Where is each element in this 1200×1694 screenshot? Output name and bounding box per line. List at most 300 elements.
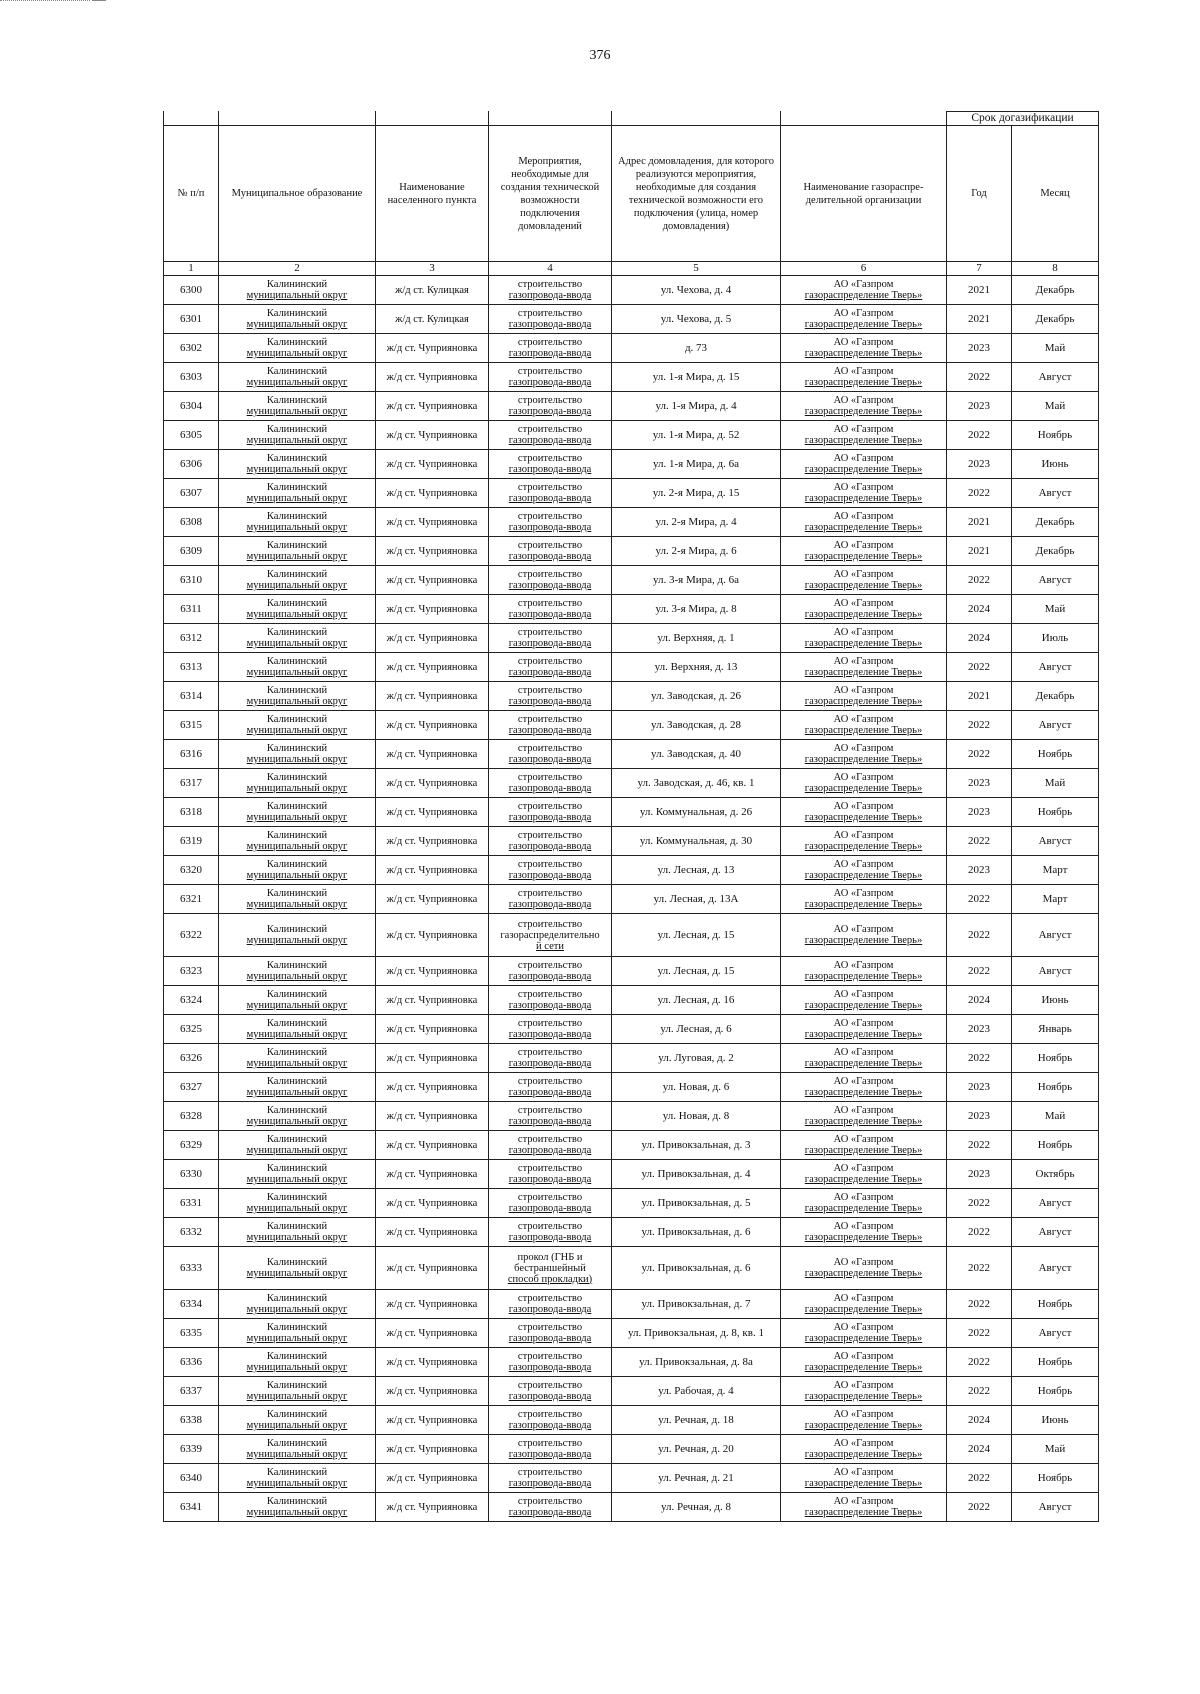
cell-measure-line: газопровода-ввода [508,551,592,562]
header-year: Год [947,126,1012,262]
cell-settlement: ж/д ст. Чуприяновка [376,827,489,856]
cell-settlement: ж/д ст. Чуприяновка [376,1435,489,1464]
cell-municipality-line: муниципальный округ [246,638,348,649]
cell-municipality-line: муниципальный округ [246,1362,348,1373]
cell-measure-line: газораспределительно [500,929,600,941]
cell-month: Август [1012,1493,1099,1522]
cell-gas-org-line: АО «Газпром [833,1134,894,1145]
cell-no: 6304 [164,392,219,421]
cell-no: 6303 [164,363,219,392]
cell-measure-line: строительство [517,1076,583,1087]
cell-municipality-line: Калининский [266,598,328,609]
cell-measure [489,1348,612,1377]
cell-gas-org [781,682,947,711]
cell-measure [489,537,612,566]
table-row [164,885,1099,914]
cell-municipality [219,1464,376,1493]
table-row [164,769,1099,798]
cell-no: 6331 [164,1189,219,1218]
header-settlement: Наименование населенного пункта [376,126,489,262]
cell-municipality-line: Калининский [266,1380,328,1391]
cell-no: 6318 [164,798,219,827]
cell-municipality-line: муниципальный округ [246,971,348,982]
cell-municipality [219,566,376,595]
cell-municipality [219,1044,376,1073]
cell-gas-org-line: АО «Газпром [833,1380,894,1391]
cell-settlement: ж/д ст. Чуприяновка [376,885,489,914]
cell-settlement: ж/д ст. Кулицкая [376,305,489,334]
cell-gas-org-line: газораспределение Тверь» [804,783,923,794]
cell-measure [489,827,612,856]
cell-measure-line: газопровода-ввода [508,1087,592,1098]
cell-measure [489,740,612,769]
cell-measure [489,624,612,653]
table-row [164,1348,1099,1377]
cell-gas-org-line: газораспределение Тверь» [804,696,923,707]
cell-gas-org [781,1290,947,1319]
cell-no: 6310 [164,566,219,595]
header-blank [489,112,612,126]
cell-gas-org-line: АО «Газпром [833,924,894,935]
cell-settlement: ж/д ст. Чуприяновка [376,653,489,682]
cell-municipality [219,914,376,957]
cell-municipality-line: Калининский [266,801,328,812]
cell-month: Август [1012,653,1099,682]
cell-gas-org-line: газораспределение Тверь» [804,1333,923,1344]
cell-year: 2024 [947,595,1012,624]
cell-no: 6313 [164,653,219,682]
column-number: 4 [489,262,612,276]
cell-municipality [219,827,376,856]
cell-year: 2022 [947,566,1012,595]
cell-measure-line: газопровода-ввода [508,464,592,475]
cell-measure-line: газопровода-ввода [508,638,592,649]
cell-measure-line: строительство [517,1134,583,1145]
cell-measure-line: газопровода-ввода [508,377,592,388]
cell-municipality-line: Калининский [266,1076,328,1087]
cell-measure-line: строительство [517,1221,583,1232]
cell-measure-line: газопровода-ввода [508,493,592,504]
cell-municipality-line: Калининский [266,1322,328,1333]
cell-measure-line: газопровода-ввода [508,1000,592,1011]
cell-measure-line: газопровода-ввода [508,1174,592,1185]
cell-measure [489,914,612,957]
cell-address: д. 73 [612,334,781,363]
cell-measure [489,885,612,914]
cell-measure-line: газопровода-ввода [508,667,592,678]
cell-settlement: ж/д ст. Чуприяновка [376,363,489,392]
cell-gas-org [781,1247,947,1290]
cell-measure [489,653,612,682]
cell-municipality-line: муниципальный округ [246,1333,348,1344]
cell-gas-org [781,1102,947,1131]
cell-measure-line: строительство [517,337,583,348]
cell-municipality-line: Калининский [266,511,328,522]
cell-municipality-line: муниципальный округ [246,1232,348,1243]
cell-address: ул. Привокзальная, д. 8, кв. 1 [612,1319,781,1348]
cell-municipality-line: Калининский [266,743,328,754]
cell-measure-line: газопровода-ввода [508,435,592,446]
cell-address: ул. Коммунальная, д. 30 [612,827,781,856]
cell-municipality-line: муниципальный округ [246,935,348,946]
cell-measure-line: газопровода-ввода [508,696,592,707]
cell-gas-org-line: газораспределение Тверь» [804,319,923,330]
cell-address: ул. Привокзальная, д. 6 [612,1218,781,1247]
cell-gas-org-line: АО «Газпром [833,569,894,580]
cell-no: 6333 [164,1247,219,1290]
cell-municipality-line: Калининский [266,1467,328,1478]
cell-settlement: ж/д ст. Чуприяновка [376,479,489,508]
cell-no: 6334 [164,1290,219,1319]
cell-measure [489,1044,612,1073]
cell-measure [489,798,612,827]
cell-gas-org-line: АО «Газпром [833,482,894,493]
column-number: 5 [612,262,781,276]
cell-measure [489,305,612,334]
cell-gas-org-line: АО «Газпром [833,1322,894,1333]
cell-municipality-line: Калининский [266,424,328,435]
cell-no: 6326 [164,1044,219,1073]
cell-gas-org [781,1464,947,1493]
column-number: 2 [219,262,376,276]
scan-edge-mark [92,0,106,1]
cell-measure-line: строительство [517,1105,583,1116]
table-row [164,1464,1099,1493]
cell-municipality-line: муниципальный округ [246,464,348,475]
cell-measure-line: газопровода-ввода [508,1232,592,1243]
cell-gas-org [781,566,947,595]
cell-measure-line: газопровода-ввода [508,1203,592,1214]
cell-municipality [219,479,376,508]
cell-municipality-line: муниципальный округ [246,899,348,910]
cell-settlement: ж/д ст. Чуприяновка [376,1044,489,1073]
cell-no: 6321 [164,885,219,914]
cell-address: ул. Привокзальная, д. 6 [612,1247,781,1290]
cell-no: 6315 [164,711,219,740]
cell-municipality [219,1493,376,1522]
cell-settlement: ж/д ст. Чуприяновка [376,711,489,740]
cell-address: ул. Речная, д. 20 [612,1435,781,1464]
cell-municipality [219,798,376,827]
cell-gas-org-line: газораспределение Тверь» [804,522,923,533]
table-row [164,363,1099,392]
cell-municipality-line: муниципальный округ [246,551,348,562]
cell-municipality [219,1189,376,1218]
table-row [164,914,1099,957]
cell-municipality-line: Калининский [266,772,328,783]
cell-address: ул. 3-я Мира, д. 8 [612,595,781,624]
cell-municipality-line: Калининский [266,395,328,406]
cell-month: Август [1012,479,1099,508]
cell-gas-org-line: АО «Газпром [833,511,894,522]
cell-address: ул. 1-я Мира, д. 15 [612,363,781,392]
cell-municipality-line: Калининский [266,1163,328,1174]
cell-year: 2022 [947,914,1012,957]
cell-gas-org-line: АО «Газпром [833,279,894,290]
cell-no: 6330 [164,1160,219,1189]
cell-measure-line: строительство [517,424,583,435]
cell-settlement: ж/д ст. Чуприяновка [376,1493,489,1522]
cell-measure [489,1247,612,1290]
cell-month: Ноябрь [1012,798,1099,827]
cell-gas-org [781,885,947,914]
cell-measure-line: строительство [517,772,583,783]
cell-municipality-line: муниципальный округ [246,1449,348,1460]
cell-gas-org-line: АО «Газпром [833,395,894,406]
cell-settlement: ж/д ст. Чуприяновка [376,1406,489,1435]
cell-municipality-line: муниципальный округ [246,783,348,794]
cell-measure-line: строительство [517,1496,583,1507]
cell-year: 2022 [947,1290,1012,1319]
cell-measure [489,1290,612,1319]
cell-measure-line: газопровода-ввода [508,348,592,359]
cell-municipality-line: муниципальный округ [246,522,348,533]
cell-gas-org [781,537,947,566]
cell-month: Май [1012,1102,1099,1131]
cell-municipality [219,1377,376,1406]
cell-gas-org [781,479,947,508]
table-row [164,653,1099,682]
cell-month: Июнь [1012,1406,1099,1435]
cell-municipality-line: Калининский [266,859,328,870]
cell-measure-line: газопровода-ввода [508,1420,592,1431]
cell-measure-line: строительство [517,598,583,609]
header-measures: Мероприятия, необходимые для создания технической возможности подключения домовладений [489,126,612,262]
cell-measure-line: газопровода-ввода [508,1029,592,1040]
cell-measure [489,508,612,537]
cell-month: Декабрь [1012,305,1099,334]
cell-municipality [219,450,376,479]
cell-gas-org [781,769,947,798]
cell-municipality-line: муниципальный округ [246,1478,348,1489]
cell-year: 2022 [947,1319,1012,1348]
cell-year: 2023 [947,1160,1012,1189]
cell-gas-org-line: газораспределение Тверь» [804,1304,923,1315]
cell-year: 2024 [947,1406,1012,1435]
cell-gas-org-line: газораспределение Тверь» [804,435,923,446]
cell-municipality-line: Калининский [266,279,328,290]
cell-municipality-line: муниципальный округ [246,1000,348,1011]
cell-municipality [219,711,376,740]
table-row [164,1406,1099,1435]
cell-month: Июнь [1012,450,1099,479]
cell-municipality-line: Калининский [266,1438,328,1449]
cell-measure-line: газопровода-ввода [508,754,592,765]
cell-gas-org-line: АО «Газпром [833,714,894,725]
table-row [164,624,1099,653]
cell-settlement: ж/д ст. Чуприяновка [376,537,489,566]
cell-month: Ноябрь [1012,740,1099,769]
cell-gas-org [781,1160,947,1189]
cell-year: 2022 [947,1218,1012,1247]
cell-address: ул. 1-я Мира, д. 4 [612,392,781,421]
cell-municipality-line: муниципальный округ [246,667,348,678]
header-address: Адрес домовладения, для которого реализуются мероприятия, необходимые для создания технической возможности его подключения (улица, номер домовладения) [612,126,781,262]
table-row [164,682,1099,711]
cell-municipality-line: Калининский [266,989,328,1000]
cell-month: Август [1012,566,1099,595]
cell-month: Август [1012,914,1099,957]
cell-municipality-line: муниципальный округ [246,841,348,852]
cell-gas-org-line: АО «Газпром [833,888,894,899]
cell-measure-line: строительство [517,859,583,870]
cell-gas-org-line: газораспределение Тверь» [804,638,923,649]
cell-no: 6301 [164,305,219,334]
cell-gas-org [781,653,947,682]
cell-measure [489,986,612,1015]
cell-measure-line: строительство [517,685,583,696]
cell-gas-org-line: газораспределение Тверь» [804,493,923,504]
cell-address: ул. Заводская, д. 26 [612,682,781,711]
cell-measure-line: газопровода-ввода [508,971,592,982]
cell-no: 6336 [164,1348,219,1377]
cell-month: Декабрь [1012,537,1099,566]
cell-address: ул. Лесная, д. 15 [612,914,781,957]
cell-month: Декабрь [1012,508,1099,537]
cell-no: 6317 [164,769,219,798]
table-row [164,1493,1099,1522]
cell-municipality-line: Калининский [266,1018,328,1029]
cell-gas-org-line: газораспределение Тверь» [804,406,923,417]
cell-gas-org [781,1044,947,1073]
cell-measure-line: газопровода-ввода [508,522,592,533]
cell-gas-org [781,914,947,957]
cell-measure [489,769,612,798]
cell-municipality [219,595,376,624]
cell-gas-org-line: АО «Газпром [833,801,894,812]
table-row [164,334,1099,363]
cell-gas-org [781,1218,947,1247]
cell-gas-org-line: газораспределение Тверь» [804,1145,923,1156]
cell-address: ул. Заводская, д. 46, кв. 1 [612,769,781,798]
cell-address: ул. Чехова, д. 4 [612,276,781,305]
cell-settlement: ж/д ст. Чуприяновка [376,740,489,769]
cell-municipality-line: Калининский [266,924,328,935]
cell-municipality-line: муниципальный округ [246,1029,348,1040]
table-row [164,1131,1099,1160]
cell-no: 6302 [164,334,219,363]
table-row [164,537,1099,566]
table-row [164,1073,1099,1102]
cell-no: 6338 [164,1406,219,1435]
table-row [164,1189,1099,1218]
cell-year: 2022 [947,1247,1012,1290]
cell-measure-line: строительство [517,453,583,464]
cell-year: 2022 [947,1131,1012,1160]
cell-measure [489,1015,612,1044]
cell-measure [489,1218,612,1247]
cell-measure-line: строительство [517,714,583,725]
cell-address: ул. Привокзальная, д. 8а [612,1348,781,1377]
table-row [164,798,1099,827]
cell-month: Ноябрь [1012,1348,1099,1377]
cell-month: Май [1012,1435,1099,1464]
table-row [164,508,1099,537]
cell-measure-line: прокол (ГНБ и [517,1251,583,1263]
cell-gas-org [781,624,947,653]
cell-measure-line: строительство [517,801,583,812]
cell-gas-org-line: газораспределение Тверь» [804,1174,923,1185]
table-row [164,1290,1099,1319]
cell-settlement: ж/д ст. Чуприяновка [376,682,489,711]
cell-measure [489,856,612,885]
cell-measure-line: строительство [517,395,583,406]
cell-municipality-line: муниципальный округ [246,377,348,388]
cell-month: Ноябрь [1012,1073,1099,1102]
header-blank [612,112,781,126]
table-row [164,1435,1099,1464]
cell-no: 6327 [164,1073,219,1102]
cell-gas-org-line: газораспределение Тверь» [804,580,923,591]
cell-gas-org-line: АО «Газпром [833,1047,894,1058]
cell-address: ул. Заводская, д. 28 [612,711,781,740]
cell-gas-org-line: газораспределение Тверь» [804,754,923,765]
cell-municipality [219,363,376,392]
cell-address: ул. Лесная, д. 15 [612,957,781,986]
cell-municipality-line: муниципальный округ [246,580,348,591]
cell-municipality [219,1218,376,1247]
cell-gas-org-line: АО «Газпром [833,1076,894,1087]
cell-municipality-line: муниципальный округ [246,290,348,301]
table-row [164,856,1099,885]
cell-municipality-line: Калининский [266,685,328,696]
cell-year: 2024 [947,624,1012,653]
cell-measure-line: строительство [517,366,583,377]
cell-settlement: ж/д ст. Чуприяновка [376,1102,489,1131]
cell-settlement: ж/д ст. Чуприяновка [376,508,489,537]
cell-municipality-line: Калининский [266,714,328,725]
cell-municipality [219,740,376,769]
cell-measure [489,1319,612,1348]
cell-gas-org [781,798,947,827]
cell-municipality [219,1247,376,1290]
cell-address: ул. 2-я Мира, д. 4 [612,508,781,537]
cell-gas-org [781,1493,947,1522]
cell-address: ул. Новая, д. 6 [612,1073,781,1102]
cell-municipality [219,1160,376,1189]
cell-gas-org-line: газораспределение Тверь» [804,725,923,736]
cell-measure-line: газопровода-ввода [508,1507,592,1518]
cell-month: Август [1012,957,1099,986]
cell-no: 6329 [164,1131,219,1160]
cell-municipality-line: Калининский [266,1192,328,1203]
cell-year: 2023 [947,392,1012,421]
cell-gas-org-line: газораспределение Тверь» [804,971,923,982]
cell-gas-org-line: АО «Газпром [833,859,894,870]
cell-measure-line: газопровода-ввода [508,1362,592,1373]
cell-gas-org-line: газораспределение Тверь» [804,870,923,881]
cell-month: Май [1012,769,1099,798]
cell-measure [489,595,612,624]
cell-measure [489,276,612,305]
cell-municipality-line: муниципальный округ [246,1145,348,1156]
cell-gas-org-line: газораспределение Тверь» [804,1087,923,1098]
cell-gas-org [781,827,947,856]
cell-gas-org-line: АО «Газпром [833,1351,894,1362]
cell-gas-org [781,450,947,479]
cell-year: 2021 [947,682,1012,711]
header-blank [781,112,947,126]
cell-measure-line: строительство [517,1018,583,1029]
cell-measure-line: строительство [517,1409,583,1420]
cell-municipality-line: Калининский [266,1496,328,1507]
cell-measure-line: й сети [536,940,564,952]
cell-measure-line: строительство [517,511,583,522]
cell-no: 6325 [164,1015,219,1044]
cell-gas-org-line: газораспределение Тверь» [804,609,923,620]
cell-address: ул. Луговая, д. 2 [612,1044,781,1073]
cell-no: 6305 [164,421,219,450]
